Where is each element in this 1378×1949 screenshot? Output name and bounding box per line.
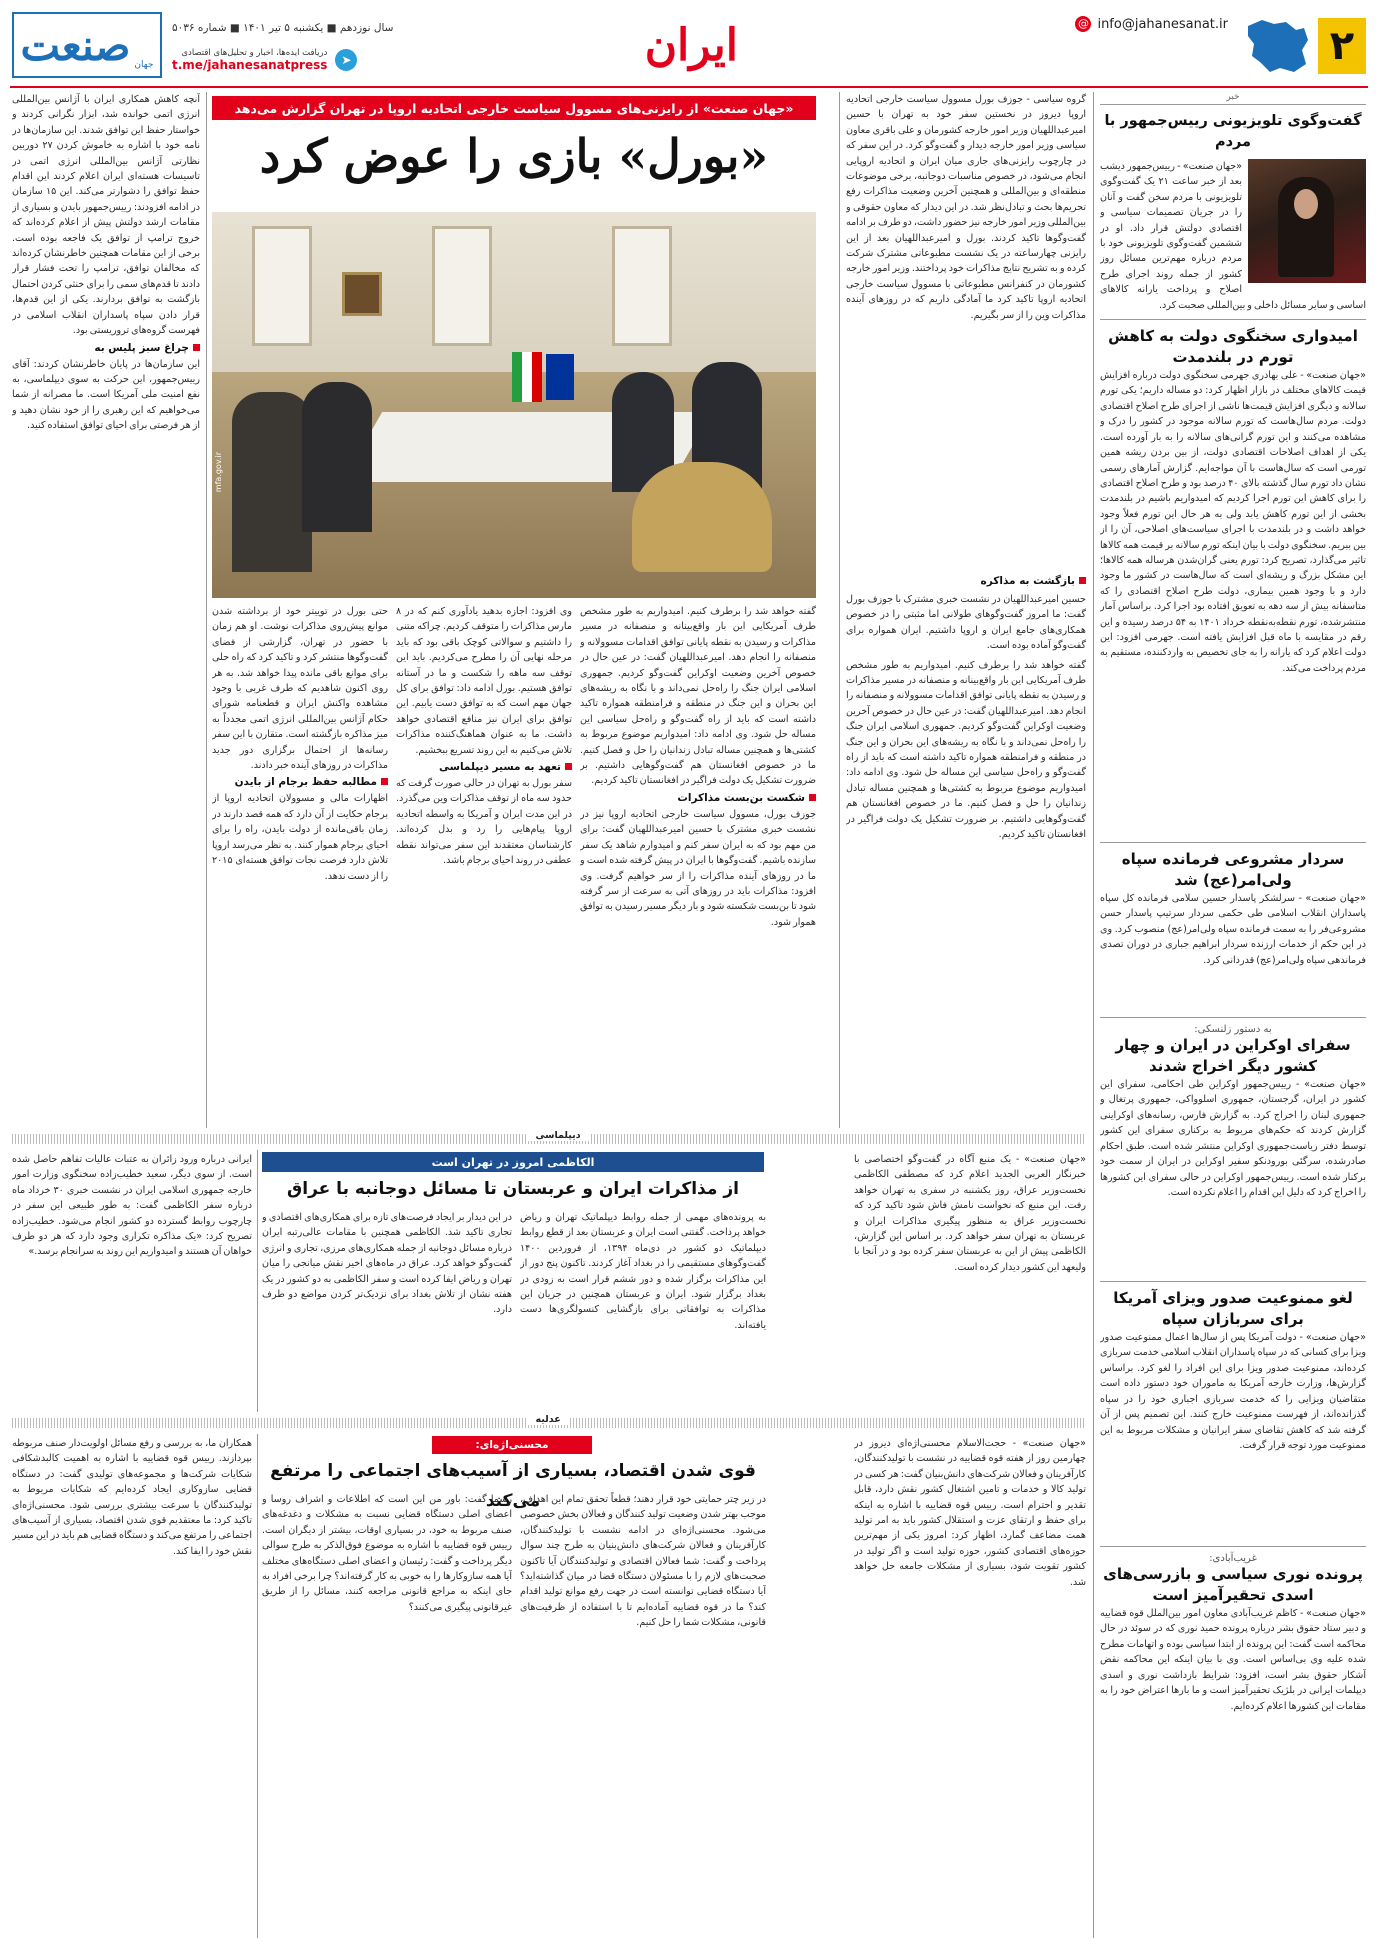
telegram-link[interactable]: t.me/jahanesanatpress	[172, 58, 328, 72]
diplomacy-col2: به پرونده‌های مهمی از جمله روابط دیپلماتیک تهران و ریاض خواهد پرداخت. گفتنی است ایران و عربستان بعد از قطع روابط دیپلماتیک دو کشور در دی‌ماه ۱۳۹۴، از فروردین ۱۴۰۰ گفت‌وگوهای مستقیمی را در بغداد آغاز کردند. تاکنون پنج دور از این مذاکرات برگزار شده و دور ششم قرار است به زودی در بغداد برگزار شود. ایران و عربستان همچنین در جریان این مذاکرات به توافقاتی برای بازگشایی کنسولگری‌ها دست یافته‌اند.	[520, 1212, 766, 1331]
judiciary-col1: «جهان صنعت» - حجت‌الاسلام محسنی‌اژه‌ای دیروز در چهارمین روز از هفته قوه قضاییه در نشست با تولیدکنندگان، کارآفرینان و فعالان شرکت‌های دانش‌بنیان گفت: هر کسی در تولید کالا و خدمات و تامین اشتغال کشور نقش دارد، قابل تقدیر و احترام است. رییس قوه قضاییه با اشاره به اینکه برای حفظ و ارتقای عزت و استقلال کشور باید به امر تولید همت مضاعف گمارد، اظهار کرد: امروز یکی از مهم‌ترین حوزه‌های اقتصادی کشور، حوزه تولید است و اگر تولید در کشور تقویت شود، بسیاری از مشکلات جامعه حل خواهد شد.	[854, 1438, 1086, 1588]
right-column	[1100, 92, 1366, 1938]
story-commander-body: «جهان صنعت» - سرلشکر پاسدار حسین سلامی فرمانده کل سپاه پاسداران انقلاب اسلامی طی حکمی سردار سرتیپ پاسدار حسن مشروعی‌فر را به سمت فرمانده سپاه ولی‌امر(عج) منصوب کرد. وی در این حکم از خدمات ارزنده سردار ابراهیم جباری در دوران تصدی فرماندهی سپاه ولی‌امر(عج) قدردانی کرد.	[1100, 893, 1366, 966]
main-col1: گروه سیاسی - جوزف بورل مسوول سیاست خارجی اتحادیه اروپا دیروز در نخستین سفر خود به تهران با حسین امیرعبداللهیان وزیر امور خارجه کشورمان و علی باقری معاون سیاسی وزیر امور خارجه دیدار و گفت‌وگو کرد. در این سفر که در چارچوب رایزنی‌های جاری میان ایران و اتحادیه اروپایی انجام می‌شود، در خصوص مناسبات دوجانبه، برخی موضوعات منطقه‌ای و بین‌المللی و همچنین آخرین وضعیت مذاکرات رفع تحریم‌ها بحث و تبادل‌نظر شد. در این دیدار که معاون حقوقی و بین‌المللی وزیر امور خارجه نیز حضور داشت، دو طرف بر ادامه گفت‌وگوها تاکید کردند. بورل و امیرعبداللهیان بعد از این رایزنی چهارساعته در یک نشست مطبوعاتی مشترک شرکت کرده و به تشریح نتایج مذاکرات خود پرداختند. وزیر امور خارجه کشورمان در کنفرانس مطبوعاتی با مسوول سیاست خارجی اتحادیه اروپا تاکید کرد ما آمادگی داریم که در روزهای آینده مذاکرات وین را از سر بگیریم.	[846, 94, 1086, 321]
photo-painting	[342, 272, 382, 316]
story-ukraine-body: «جهان صنعت» - رییس‌جمهور اوکراین طی احکامی، سفرای این کشور در ایران، گرجستان، جمهوری اسلوواکی، جمهوری پرتغال و جمهوری لبنان را اخراج کرد. به گزارش فارس، رسانه‌های اوکراینی گزارش کردند که حکم‌های مربوط به برکناری سفرای این کشور توسط دفتر ریاست‌جمهوری اوکراین منتشر شده است. طبق احکام صادرشده، سرگئی بورودنکو سفیر اوکراین در ایران از سمت خود برکنار شده است. رییس‌جمهور اوکراین در حالی سفرای این کشورها را اخراج کرد که دلیل این اقدام را اعلام نکرده است.	[1100, 1079, 1366, 1198]
main-col1-sub: بازگشت به مذاکره	[846, 572, 1086, 590]
diplomacy-col3: در این دیدار بر ایجاد فرصت‌های تازه برای همکاری‌های اقتصادی و تجاری تاکید شد. الکاظمی همچنین با مقامات عالی‌رتبه ایران درباره مسائل دوجانبه از جمله همکاری‌های مرزی، تجاری و انرژی گفت‌وگو خواهد کرد. عراق در ماه‌های اخیر نقش میانجی را میان تهران و ریاض ایفا کرده است و سفر الکاظمی به دو کشور در یک هفته نشان از تلاش بغداد برای نزدیک‌تر کردن مواضع دو طرف دارد.	[262, 1212, 512, 1316]
main-kicker: «جهان صنعت» از رایزنی‌های مسوول سیاست خارجی اتحادیه اروپا در تهران گزارش می‌دهد	[234, 100, 794, 116]
diplomacy-col4: ایرانی درباره ورود زائران به عتبات عالیات تفاهم حاصل شده است. از سوی دیگر، سعید خطیب‌زاده سخنگوی وزارت امور خارجه جمهوری اسلامی ایران در نشست خبری ۳۰ خرداد ماه درباره سفر الکاظمی گفت: به طور طبیعی این سفر در چارچوب روابط گسترده دو کشور انجام می‌شود. خطیب‌زاده تصریح کرد: «یک مذاکره تکراری وجود دارد که هر دو طرف خواهان آن هستند و امیدواریم این روند به سرانجام برسد.»	[12, 1154, 252, 1258]
story-tv-interview-body: «جهان صنعت» - رییس‌جمهور دیشب بعد از خبر ساعت ۲۱ یک گفت‌وگوی تلویزیونی با مردم سخن گفت و آنان را در جریان تصمیمات سیاسی و اقتصادی دولتش قرار داد. او در ششمین گفت‌وگوی تلویزیونی خود با مردم درباره مهم‌ترین مسائل روز کشور از جمله روند اجرای طرح اصلاح و پرداخت یارانه کالاهای اساسی و سایر مسائل داخلی و بین‌المللی صحبت کرد.	[1100, 161, 1366, 311]
email-link[interactable]: @ info@jahanesanat.ir	[1075, 16, 1228, 32]
story-visa-body: «جهان صنعت» - دولت آمریکا پس از سال‌ها اعمال ممنوعیت صدور ویزا برای کسانی که در سپاه پاسداران انقلاب اسلامی خدمت سربازی کرده‌اند، ممنوعیت صدور ویزا برای این افراد را لغو کرد. براساس گزارش‌ها، وزارت خارجه آمریکا به ماموران خود دستور داده است متقاضیان ویزایی را که خدمت سربازی اجباری خود را در سپاه گذرانده‌اند، از فهرست ممنوعیت خارج کنند. این تصمیم پس از آن گرفته شد که کاهش تقاضای سفر ایرانیان و مشکلات مربوط به این ممنوعیت مورد توجه قرار گرفت.	[1100, 1332, 1366, 1451]
photo-person-1	[232, 392, 312, 572]
story-visa-title: لغو ممنوعیت صدور ویزای آمریکا برای سربازان سپاه	[1113, 1289, 1353, 1329]
divider	[1100, 319, 1366, 320]
judiciary-band	[12, 1414, 1086, 1428]
column-rule	[257, 1434, 258, 1938]
red-bullet-icon	[193, 344, 200, 351]
divider	[1100, 1281, 1366, 1282]
portrait-face	[1294, 189, 1318, 219]
red-bullet-icon	[565, 763, 572, 770]
story-tv-interview-title: گفت‌وگوی تلویزیونی رییس‌جمهور با مردم	[1104, 113, 1362, 150]
photo-person-2	[302, 382, 372, 532]
logo	[12, 12, 162, 78]
story-inflation-body: «جهان صنعت» - علی بهادری جهرمی سخنگوی دولت درباره افزایش قیمت کالاهای مختلف در بازار اظهار کرد: دو مساله داریم؛ یکی تورم سالانه و دیگری افزایش قیمت‌ها ناشی از اجرای طرح اصلاح اقتصادی دولت. مردم سال‌هاست که تورم سالانه موجود در کشور را درک و مشاهده می‌کنند و این تورم گرانی‌های سالانه را به بار آورده است. یکی از اهداف اصلاحات اقتصادی دولت، از بین بردن ریشه همین تورمی است که سال‌هاست با آن مواجه‌ایم. گزارش آمارهای رسمی نشان داد تورم سال گذشته بالای ۴۰ درصد بود و طرح اصلاح اقتصادی را برای کاهش این تورم اجرا کردیم که امیدواریم باشیم در بلندمدت بخشی از این تورم کاهش یابد ولی به هر حال این تورم فعلاً وجود خواهد داشت و در بلندمدت با اجرای سیاست‌های اصلاحی، آن را از بین ببریم. سخنگوی دولت با بیان اینکه تورم سالانه بر قیمت همه کالاها تاثیر می‌گذارد، تصریح کرد: تورم یعنی گران‌شدن هرساله همه کالاها؛ این مشکل بزرگ و ریشه‌ای است که سال‌هاست در کشور ما وجود دارد و با وجود همین بیماری، دولت طرح اصلاح اقتصادی را که متاسفانه بیش از سه دهه به تعویق افتاده بود اجرا کرد. براساس آمار منتشرشده، تورم نقطه‌به‌نقطه خرداد ۱۴۰۱ به ۵۴ درصد رسیده و این رقم در مقایسه با ماه قبل افزایش یافته است. جهرمی افزود: این دولت اعلام کرد که یارانه را به جای تخصیص به واردکننده، مستقیم به مردم پرداخت می‌کند.	[1100, 370, 1366, 674]
page-number-box	[1318, 18, 1366, 74]
section-title: ایران	[644, 20, 738, 71]
main-col5: آنچه کاهش همکاری ایران با آژانس بین‌المللی انرژی اتمی خوانده شد، ابزار نگرانی کردند و خواستار حفظ این توافق شدند. این سازمان‌ها در نامه خود با اشاره به خاموش کردن ۲۷ دوربین نظارتی آژانس بین‌المللی انرژی اتمی در تاسیسات هسته‌ای ایران اعلام کردند این اقدام حفظ توافق را دشوارتر می‌کند. این ۱۵ سازمان در ادامه افزودند: رییس‌جمهور بایدن و بسیاری از مقامات ارشد دولتش پیش از اعلام کرده‌اند که خروج ترامپ از توافق یک فاجعه بوده است. برخی از این مقامات همچنین خاطرنشان کرده‌اند که مخالفان توافق، ترامپ را تحت فشار قرار دادند تا قدم‌های سمی را برای خنثی کردن احتمال بازگشت به توافق بردارند. یکی از این قدم‌ها، قرار دادن سپاه پاسداران انقلاب اسلامی در فهرست گروه‌های تروریستی بود. چراغ سبز پلیس به این سازمان‌ها در پایان خاطرنشان کردند: آقای رییس‌جمهور، این حرکت به سوی دیپلماسی، به نفع امنیت ملی آمریکا است. ما مصرانه از شما می‌خواهیم که این رهبری را از خود نشان دهید و از هر فرصتی برای احیای توافق استفاده کنید.	[12, 94, 200, 432]
story-nouri-title: پرونده نوری سیاسی و بازرسی‌های اسدی تحقیرآمیز است	[1103, 1565, 1363, 1605]
column-rule	[206, 92, 207, 1128]
main-col3: وی افزود: اجازه بدهید یادآوری کنم که در ۸ مارس مذاکرات را متوقف کردیم. چراکه متنی را داشتیم و سوالاتی کوچک باقی بود که باید مرحله نهایی آن را مطرح می‌کردیم. باید این توقف سه ماهه را شکست و ما در آستانه توافق هستیم. بورل ادامه داد: توافق برای کل جهان مهم است که به توافق دست یابیم. این توافق برای ایران نیز منافع اقتصادی خواهد داشت. ما به عنوان هماهنگ‌کننده مذاکرات تلاش می‌کنیم به این روند تسریع ببخشیم. تعهد به مسیر دیپلماسی سفر بورل به تهران در حالی صورت گرفت که حدود سه ماه از توقف مذاکرات وین می‌گذرد. در این مدت ایران و آمریکا به واسطه اتحادیه اروپا پیام‌هایی را رد و بدل کرده‌اند. کارشناسان معتقدند این سفر می‌تواند نقطه عطفی در روند احیای برجام باشد.	[396, 606, 572, 867]
story-ukraine-kicker: به دستور زلنسکی:	[1194, 1024, 1272, 1036]
judiciary-title: قوی شدن اقتصاد، بسیاری از آسیب‌های اجتماعی را مرتفع می‌کند	[270, 1461, 756, 1511]
issue-info: سال نوزدهم ■ یکشنبه ۵ تیر ۱۴۰۱ ■ شماره ۵۰۳۶	[172, 22, 394, 34]
red-bullet-icon	[1079, 577, 1086, 584]
diplomacy-band	[12, 1130, 1086, 1144]
photo-chair	[632, 462, 772, 572]
divider	[1100, 1546, 1366, 1547]
photo-window-left	[252, 226, 312, 346]
page-number: ۲	[1329, 23, 1355, 69]
divider	[1100, 1017, 1366, 1018]
photo-window-mid	[432, 226, 492, 346]
divider	[1100, 842, 1366, 843]
story-ukraine-title: سفرای اوکراین در ایران و چهار کشور دیگر اخراج شدند	[1115, 1036, 1351, 1076]
judiciary-kicker: محسنی‌اژه‌ای:	[475, 1439, 549, 1451]
story-inflation-title: امیدواری سخنگوی دولت به کاهش تورم در بلندمدت	[1108, 327, 1358, 367]
header-divider	[10, 86, 1368, 88]
story-commander-title: سردار مشروعی فرمانده سپاه ولی‌امر(عج) شد	[1121, 850, 1345, 890]
judiciary-col3: رسما گفت: باور من این است که اطلاعات و اشراف روسا و اعضای اصلی دستگاه قضایی نسبت به مشکلات و دغدغه‌های صنف مربوط به خود، در بسیاری اوقات، بیشتر از دیگران است. رییس قوه قضاییه با اشاره به موضوع فوق‌الذکر به طرح سوالی دیگر پرداخت و گفت: رئیسان و اعضای اصلی دستگاه‌های مختلف آیا همه سازوکارها را به خوبی به کار گرفته‌اند؟ چرا برخی افراد به جای اینکه به مراجع قانونی مراجعه کنند، مسائل را از طریق غیرقانونی پیگیری می‌کنند؟	[262, 1494, 512, 1613]
main-col2: گفته خواهد شد را برطرف کنیم. امیدواریم به طور مشخص طرف آمریکایی این بار واقع‌بینانه و منصفانه در مسیر مذاکرات و رسیدن به نقطه پایانی توافق اقدامات مسوولانه و منصفانه را انجام دهد. امیرعبداللهیان گفت: در عین حال در خصوص آخرین وضعیت اوکراین گفت‌وگو کردیم. جمهوری اسلامی ایران جنگ را راه‌حل نمی‌داند و با نگاه به ریشه‌های این بحران و این جنگ در منطقه و فرامنطقه همواره تاکید داشته است که باید از راه گفت‌وگو و راه‌حل سیاسی این مساله حل شود. وی ادامه داد: امیدواریم موضوع مربوط به کشتی‌ها و همچنین مساله تبادل زندانیان را حل و فصل کنیم. ما در خصوص افغانستان هم گفت‌وگوهایی داشتیم. بر ضرورت تشکیل یک دولت فراگیر در افغانستان تاکید کردیم. شکست بن‌بست مذاکرات جوزف بورل، مسوول سیاست خارجی اتحادیه اروپا نیز در نشست خبری مشترک با حسین امیرعبداللهیان گفت: برای من مهم بود که به ایران سفر کنم و امیدوارم شاهد یک سفر سازنده باشیم. گفت‌وگوها با ایران در پیش گرفته شده است و ما در روزهای آینده مذاکرات را از سر خواهیم گرفت. وی افزود: مذاکرات باید در روزهای آتی به سرعت از سر گرفته شود تا بن‌بست شکسته شود و بار دیگر مسیر رسیدن به توافق هموار شود.	[580, 606, 816, 928]
judiciary-tag: عدلیه	[528, 1414, 569, 1425]
photo-window-right	[612, 226, 672, 346]
telegram-caption: دریافت ایده‌ها، اخبار و تحلیل‌های اقتصادی	[181, 48, 328, 58]
logo-sub: جهان	[134, 60, 154, 70]
judiciary-col4: همکاران ما، به بررسی و رفع مسائل اولویت‌دار صنف مربوطه بپردازند. رییس قوه قضاییه با اشاره به اهمیت کالبدشکافی شکایات شرکت‌ها و مجموعه‌های تولیدی گفت: در دستگاه قضایی سازوکاری ایجاد کرده‌ایم که شکایات مربوط به تولیدکنندگان با سرعت بیشتری بررسی شود. محسنی‌اژه‌ای تاکید کرد: ما معتقدیم قوی شدن اقتصاد، بسیاری از آسیب‌های اجتماعی را مرتفع می‌کند و دستگاه قضایی هم باید در این مسیر نقش خود را ایفا کند.	[12, 1438, 252, 1557]
main-headline: «بورل» بازی را عوض کرد	[259, 129, 769, 183]
photo-flags	[512, 352, 542, 402]
photo-credit: mfa.gov.ir	[214, 452, 223, 493]
telegram-block[interactable]	[172, 48, 357, 72]
diplomacy-kicker: الکاظمی امروز در تهران است	[431, 1155, 595, 1169]
news-tag: خبر	[1100, 92, 1366, 105]
red-bullet-icon	[381, 778, 388, 785]
meeting-photo	[212, 212, 816, 598]
judiciary-col2: در زیر چتر حمایتی خود قرار دهند؛ قطعاً تحقق تمام این اهداف، موجب بهتر شدن وضعیت تولید کنندگان و فعالان بخش خصوصی می‌شود. محسنی‌اژه‌ای در ادامه نشست با تولیدکنندگان، کارآفرینان و فعالان شرکت‌های دانش‌بنیان به طرح چند سوال پرداخت و گفت: شما فعالان اقتصادی و تولیدکنندگان آیا تاکنون صحبت‌های لازم را با مسئولان دستگاه قضا در میان گذاشته‌اید؟ آیا دستگاه قضایی توانسته است در جهت رفع موانع تولید اقدام کند؟ ما در قوه قضاییه آماده‌ایم تا با استفاده از ظرفیت‌های قانونی، مشکلات شما را حل کنیم.	[520, 1494, 766, 1629]
diplomacy-title: از مذاکرات ایران و عربستان تا مسائل دوجانبه با عراق	[287, 1179, 739, 1199]
diplomacy-kicker-box	[262, 1152, 764, 1172]
diplomacy-col1: «جهان صنعت» - یک منبع آگاه در گفت‌وگو اختصاصی با خبرنگار العربی الجدید اعلام کرد که مصطفی الکاظمی نخست‌وزیر عراق، روز یکشنبه در سفری به تهران خواهد رفت. این منبع که نخواست نامش فاش شود تاکید کرد که نخست‌وزیر عراق به منظور پیگیری مذاکرات ایران و عربستان به تهران سفر خواهد کرد. بر اساس این گزارش، الکاظمی پیش از این به عربستان سفر کرده بود و در آنجا با ولیعهد این کشور دیدار کرده است.	[854, 1154, 1086, 1273]
column-rule	[839, 92, 840, 1128]
logo-text: صنعت	[20, 20, 131, 70]
photo-eu-flag	[546, 354, 574, 400]
main-col1b: حسین امیرعبداللهیان در نشست خبری مشترک با جوزف بورل گفت: ما امروز گفت‌وگوهای طولانی اما مثبتی را در خصوص همکاری‌های جامع ایران و اروپا داشتیم. ایران همواره برای گفت‌وگو آماده بوده است. گفته خواهد شد را برطرف کنیم. امیدواریم به طور مشخص طرف آمریکایی این بار واقع‌بینانه و منصفانه در مسیر مذاکرات و رسیدن به نقطه پایانی توافق اقدامات مسوولانه و منصفانه را انجام دهد. امیرعبداللهیان گفت: در عین حال در خصوص آخرین وضعیت اوکراین گفت‌وگو کردیم. جمهوری اسلامی ایران جنگ را راه‌حل نمی‌داند و با نگاه به ریشه‌های این بحران و این جنگ در منطقه و فرامنطقه همواره تاکید داشته است که باید از راه گفت‌وگو و راه‌حل سیاسی این مساله حل شود. وی ادامه داد: امیدواریم موضوع مربوط به کشتی‌ها و همچنین مساله تبادل زندانیان را حل و فصل کنیم. ما در خصوص افغانستان هم گفت‌وگوهایی داشتیم. بر ضرورت تشکیل یک دولت فراگیر در افغانستان تاکید کردیم.	[846, 594, 1086, 841]
story-nouri-body: «جهان صنعت» - کاظم غریب‌آبادی معاون امور بین‌الملل قوه قضاییه و دبیر ستاد حقوق بشر درباره پرونده حمید نوری که در سوئد در حال محاکمه است گفت: این پرونده از ابتدا سیاسی بوده و اتهامات مطرح شده علیه وی بی‌اساس است. وی با بیان اینکه این محاکمه نقض آشکار حقوق بشر است، افزود: شرایط بازداشت نوری و اسدی دیپلمات ایرانی در بلژیک تحقیرآمیز است و ما بارها اعتراض خود را به مقامات این کشورها اعلام کرده‌ایم.	[1100, 1608, 1366, 1712]
judiciary-kicker-box	[432, 1436, 592, 1454]
main-kicker-box	[212, 96, 816, 120]
column-rule	[257, 1150, 258, 1412]
telegram-icon: ➤	[335, 49, 357, 71]
main-col4: حتی بورل در توییتر خود از برداشته شدن موانع پیش‌روی مذاکرات نوشت. او هم زمان با حضور در تهران، گزارشی از فضای گفت‌وگوها منتشر کرد و تاکید کرد که راه حلی برای موانع باقی مانده پیدا خواهد شد. به هر روی اکنون شاهدیم که طرف غربی با وجود مشاهده واکنش ایران و قطعنامه شورای حکام آژانس بین‌المللی انرژی اتمی مجدداً به میز مذاکره بازگشته است. متقارن با این سفر رسانه‌ها از احتمال برگزاری دور جدید مذاکرات در روزهای آینده خبر دادند. مطالبه حفظ برجام از بایدن اظهارات مالی و مسوولان اتحادیه اروپا از برجام حکایت از آن دارد که همه قصد دارند در زمان باقی‌مانده از دولت بایدن، راه را برای احیای برجام هموار کنند. به نظر می‌رسد اروپا تلاش دارد فرصت نجات توافق هسته‌ای ۲۰۱۵ را از دست ندهد.	[212, 606, 388, 882]
president-photo	[1248, 159, 1366, 283]
column-rule	[1093, 92, 1094, 1938]
iran-map-icon	[1244, 16, 1312, 76]
red-bullet-icon	[809, 794, 816, 801]
diplomacy-tag: دیپلماسی	[528, 1130, 589, 1141]
email-icon: @	[1075, 16, 1091, 32]
story-nouri-kicker: غریب‌آبادی:	[1209, 1553, 1257, 1565]
